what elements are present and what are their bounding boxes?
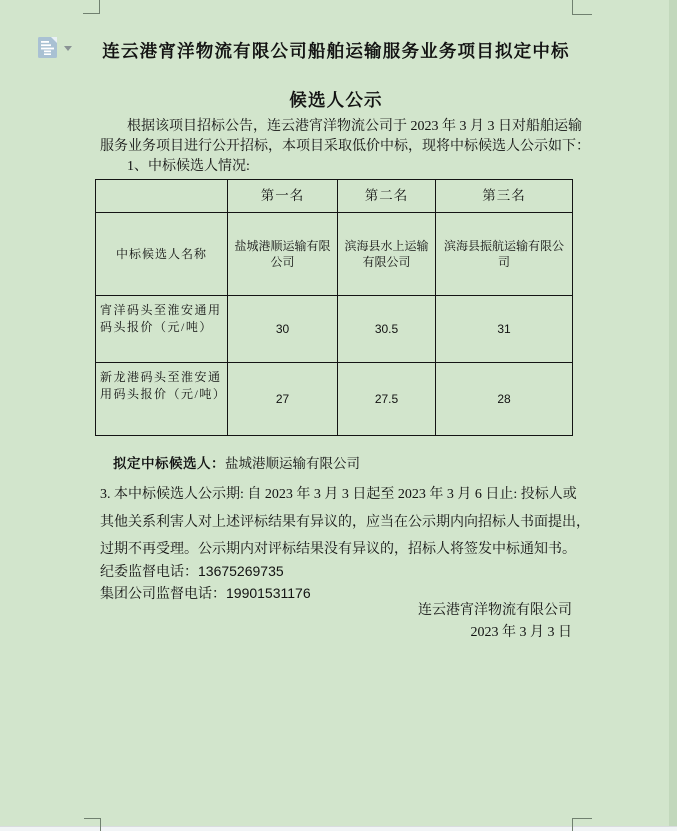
proposed-winner-value: 盐城港顺运输有限公司 [225,456,360,471]
page-title [100,27,572,125]
table-header-row [96,180,573,213]
header-cell-empty [96,180,228,213]
page-right-edge [669,0,677,826]
candidate-1-name: 盐城港顺运输有限公司 [228,213,338,296]
candidate-2-name: 滨海县水上运输有限公司 [338,213,436,296]
table-row-price-xiaoyang [96,296,573,363]
supervision-contacts [100,561,311,605]
signature-date: 2023 年 3 月 3 日 [470,624,572,640]
title-line-2: 候选人公示 [289,90,383,110]
intro-line-3: 1、中标候选人情况: [127,159,250,174]
publicity-period-paragraph [100,481,590,564]
notice-line-3: 过期不再受理。公示期内对评标结果没有异议的，招标人将签发中标通知书。 [100,542,576,557]
intro-line-1: 根据该项目招标公告，连云港宵洋物流公司于 2023 年 3 月 3 日对船舶运输 [127,119,582,134]
price-xinlonggang-2: 27.5 [338,363,436,436]
row-label-candidate-name: 中标候选人名称 [96,213,228,296]
notice-line-1: 3. 本中标候选人公示期: 自 2023 年 3 月 3 日起至 2023 年 3 月 6 日止: 投标人或 [100,487,577,502]
proposed-winner-label: 拟定中标候选人： [113,456,225,471]
signature-company: 连云港宵洋物流有限公司 [418,603,572,618]
discipline-phone-line [100,561,311,583]
signature-block [100,600,572,643]
price-xinlonggang-3: 28 [436,363,573,436]
price-xiaoyang-1: 30 [228,296,338,363]
proposed-winner-line [113,452,360,472]
margin-mark-bottom-right [572,818,592,831]
header-cell-third: 第三名 [436,180,573,213]
intro-paragraph [100,117,590,177]
table-row-candidate-names [96,213,573,296]
table-row-price-xinlonggang [96,363,573,436]
price-xiaoyang-3: 31 [436,296,573,363]
margin-mark-top-left [83,0,100,14]
margin-mark-bottom-left [84,818,101,831]
row-label-price-xiaoyang: 宵洋码头至淮安通用码头报价（元/吨） [96,296,228,363]
notice-line-2: 其他关系利害人对上述评标结果有异议的，应当在公示期内向招标人书面提出， [100,514,590,530]
discipline-phone-label: 纪委监督电话： [100,565,198,580]
margin-mark-top-right [572,0,592,15]
header-cell-first: 第一名 [228,180,338,213]
title-line-1: 连云港宵洋物流有限公司船舶运输服务业务项目拟定中标 [102,41,570,61]
header-cell-second: 第二名 [338,180,436,213]
price-xinlonggang-1: 27 [228,363,338,436]
intro-line-2: 服务业务项目进行公开招标，本项目采取低价中标，现将中标候选人公示如下： [100,139,590,154]
discipline-phone-number: 13675269735 [198,563,284,579]
bid-candidates-table [95,179,573,436]
price-xiaoyang-2: 30.5 [338,296,436,363]
chevron-down-icon[interactable] [64,46,72,51]
row-label-price-xinlonggang: 新龙港码头至淮安通用码头报价（元/吨） [96,363,228,436]
candidate-3-name: 滨海县振航运输有限公司 [436,213,573,296]
paragraph-layout-tool[interactable] [38,37,78,59]
group-phone-number: 19901531176 [226,585,311,601]
group-phone-label: 集团公司监督电话： [100,587,226,602]
